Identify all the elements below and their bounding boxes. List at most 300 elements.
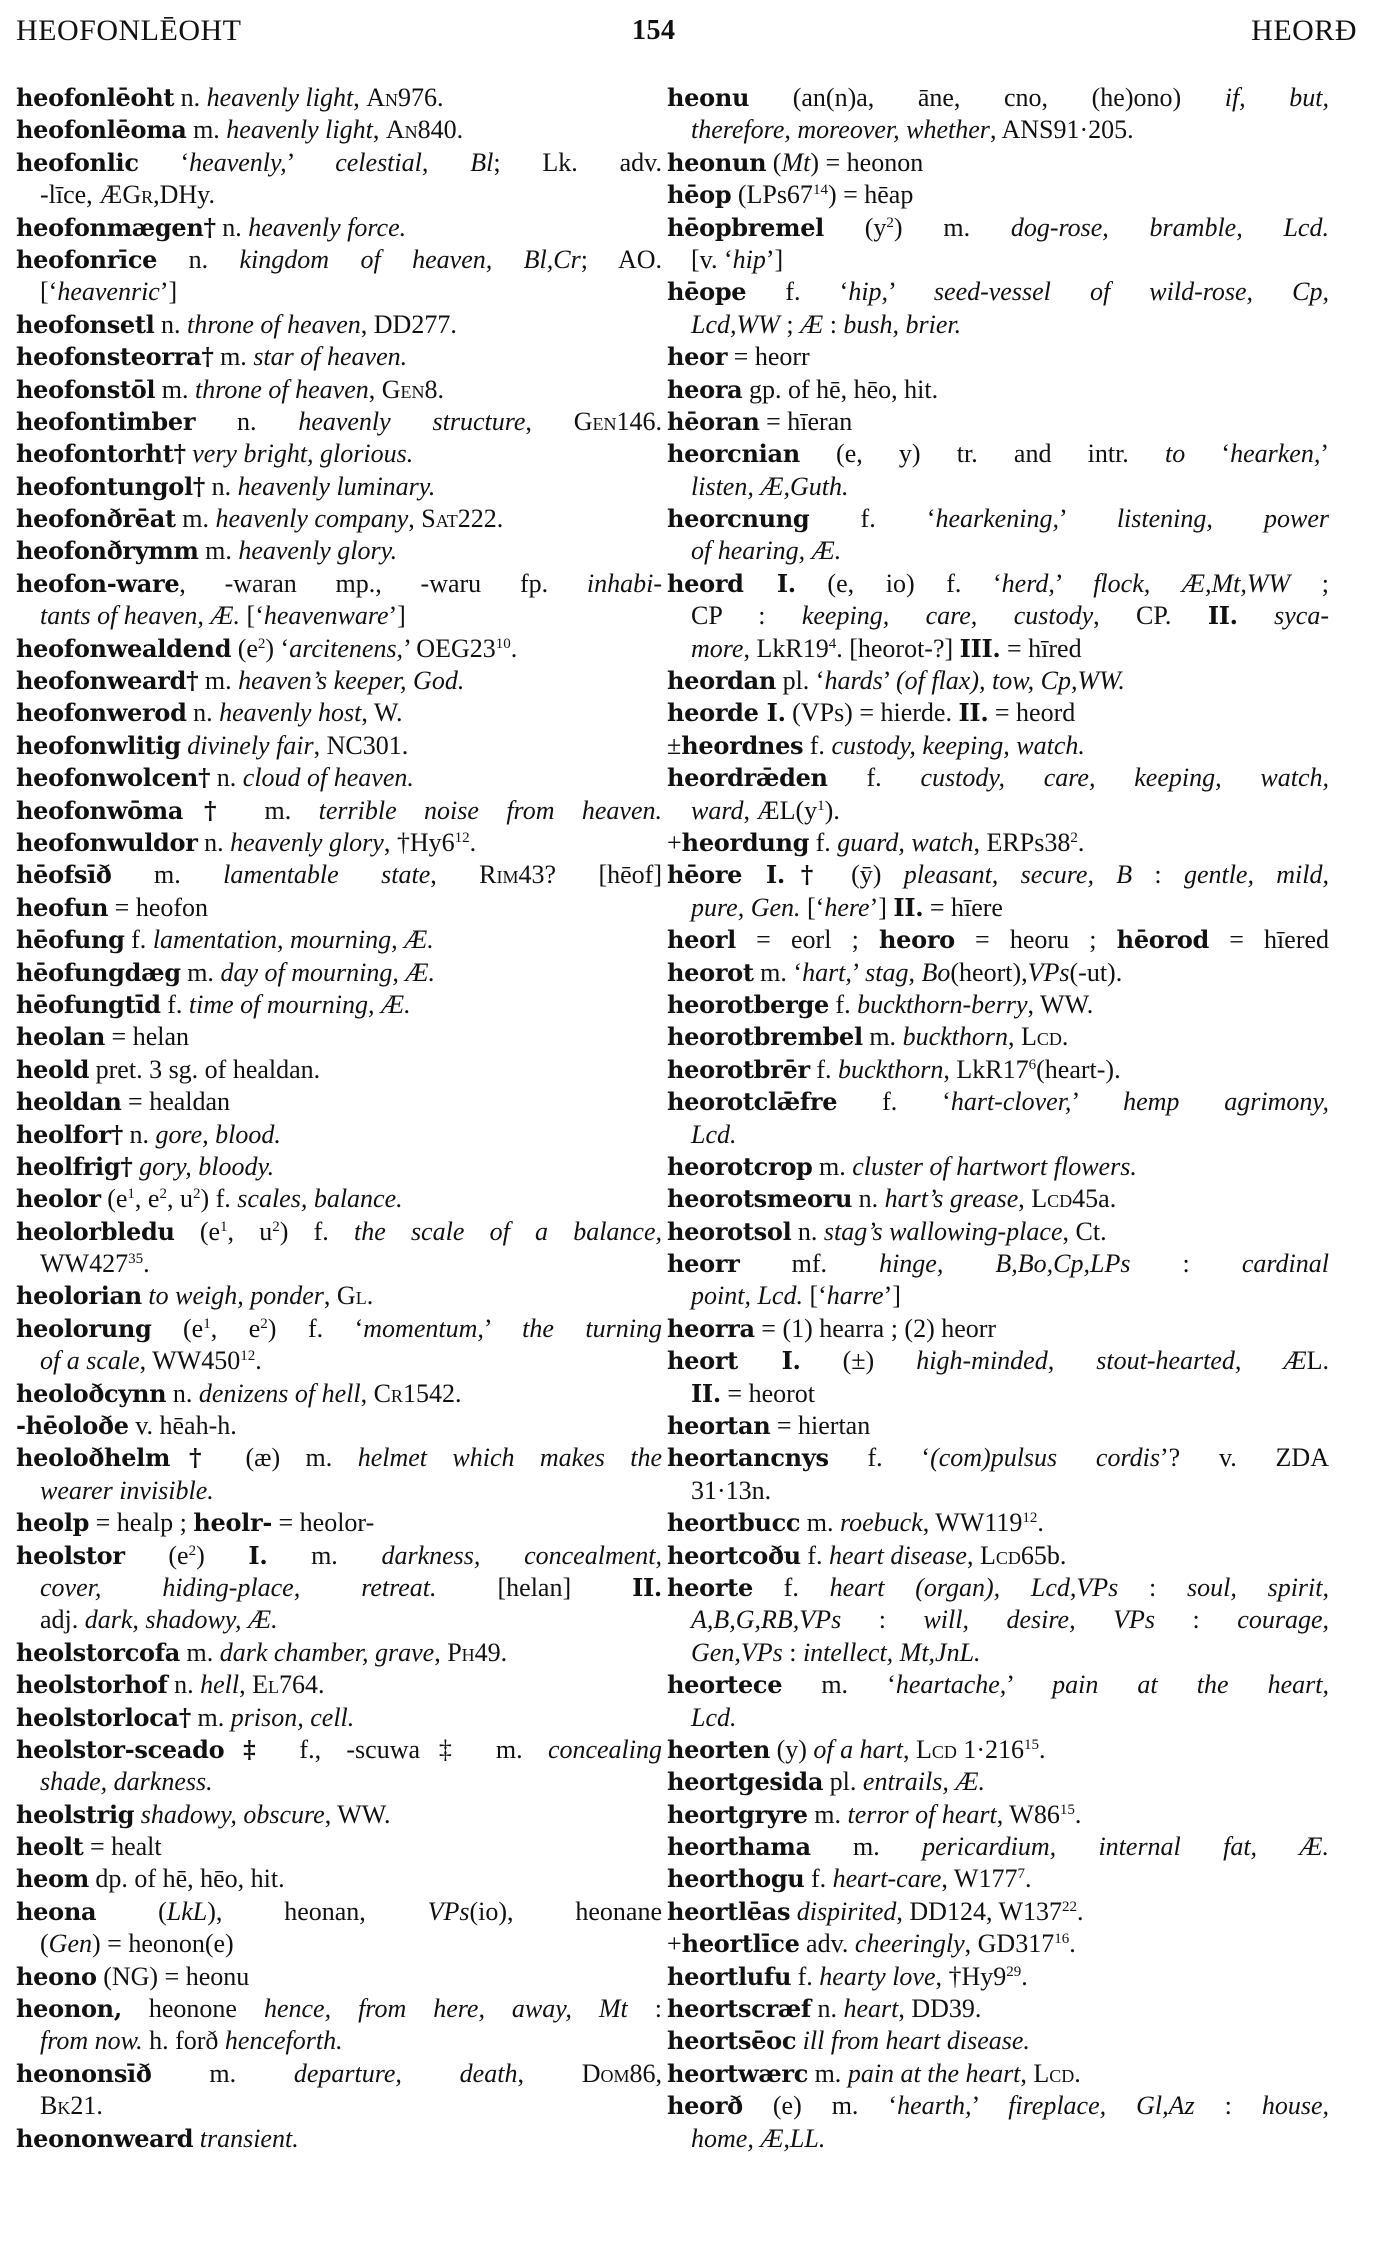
definition-italic: home, Æ,LL. <box>691 2123 826 2153</box>
text: ’ <box>483 1313 523 1343</box>
definition-italic: shadowy, obscure <box>140 1799 325 1829</box>
text: : <box>1155 1605 1238 1635</box>
text: m. <box>237 795 319 825</box>
headword: heora <box>667 374 743 404</box>
headword: heofonlic <box>16 147 139 177</box>
definition-italic: buckthorn <box>837 1054 944 1084</box>
headword: heortsēoc <box>667 2026 797 2056</box>
text: 86, <box>629 2058 662 2088</box>
text: , W177 <box>941 1864 1018 1894</box>
headword: heortscræf <box>667 1994 811 2024</box>
definition-italic: lamentable state <box>223 860 431 890</box>
definition-italic: throne of heaven <box>194 374 369 404</box>
text: 49. <box>474 1637 508 1667</box>
definition-italic: henceforth. <box>224 2026 343 2056</box>
definition-italic: herd, <box>1001 568 1055 598</box>
text: = heolor- <box>272 1508 375 1538</box>
text: , <box>966 1540 980 1570</box>
entry-continuation-line <box>667 2123 1329 2155</box>
dictionary-entry-line <box>16 1216 662 1248</box>
definition-italic: heavenly light <box>226 115 373 145</box>
definition-italic: more <box>691 633 744 663</box>
source-abbrev: Gr <box>122 180 154 210</box>
text: = healdan <box>121 1087 231 1117</box>
source-abbrev: El <box>252 1670 279 1700</box>
superscript: 1 <box>220 1218 228 1235</box>
text: , <box>525 406 574 436</box>
definition-italic: pericardium, internal fat, Æ. <box>922 1832 1329 1862</box>
superscript: 15 <box>1024 1736 1040 1753</box>
text: [‘ <box>40 277 58 307</box>
dictionary-entry-line <box>667 1086 1329 1118</box>
headword: heortlufu <box>667 1961 792 1991</box>
headword: heofonðrymm <box>16 536 199 566</box>
text: ’] <box>388 601 406 631</box>
text: [‘ <box>800 892 825 922</box>
text: ) f. <box>200 1184 238 1214</box>
superscript: 12 <box>454 829 470 846</box>
text: : <box>823 309 844 339</box>
dictionary-entry-line <box>16 374 662 406</box>
dictionary-entry-line <box>667 1863 1329 1895</box>
dictionary-entry-line <box>667 1442 1329 1474</box>
definition-italic: syca- <box>1274 601 1329 631</box>
text: n. <box>154 309 187 339</box>
text: , <box>408 504 422 534</box>
dictionary-entry-line <box>667 1993 1329 2025</box>
dictionary-entry-line <box>667 438 1329 470</box>
text: (VPs) = hierde. <box>785 698 959 728</box>
definition-italic: point, Lcd. <box>691 1281 803 1311</box>
text: . <box>366 1281 374 1311</box>
text: n. <box>174 83 207 112</box>
definition-italic: heart disease <box>829 1540 967 1570</box>
superscript: 16 <box>1054 1931 1070 1948</box>
headword: heolt <box>16 1832 84 1862</box>
dictionary-entry-line <box>667 1507 1329 1539</box>
dictionary-entry-line <box>667 82 1329 114</box>
definition-italic: soul, spirit, <box>1187 1572 1329 1602</box>
dictionary-entry-line <box>667 503 1329 535</box>
source-abbrev: Ph <box>447 1637 475 1667</box>
text: : <box>1132 860 1184 890</box>
text: CP : <box>691 601 802 631</box>
headword: heolorian <box>16 1281 142 1311</box>
definition-italic: keeping, care, custody <box>801 601 1094 631</box>
text: 43? [hēof] <box>518 860 662 890</box>
definition-italic: dispirited <box>796 1896 897 1926</box>
definition-italic: pain at the heart <box>847 2058 1021 2088</box>
definition-italic: to weigh, ponder <box>148 1281 324 1311</box>
headword: heorl <box>667 925 736 955</box>
headword: heortancnys <box>667 1443 829 1473</box>
text: 45a. <box>1072 1184 1117 1214</box>
text: . <box>1069 1929 1076 1959</box>
source-abbrev: An <box>385 115 418 145</box>
dictionary-entry-line <box>16 633 662 665</box>
text: ‘ <box>138 147 190 177</box>
dictionary-entry-line <box>16 212 662 244</box>
headword: heofonwealdend <box>16 633 232 663</box>
dictionary-entry-line <box>16 892 662 924</box>
headword: heoloðhelm† <box>16 1443 221 1473</box>
definition-italic: dog-rose, bramble, Lcd. <box>1010 212 1329 242</box>
superscript: 1 <box>817 797 825 814</box>
text: . <box>1061 1022 1069 1052</box>
headword: heononweard <box>16 2123 194 2153</box>
text: : <box>1130 1249 1242 1279</box>
definition-italic: buckthorn-berry <box>857 989 1028 1019</box>
text: (æ) m. <box>220 1443 358 1473</box>
definition-italic: of a scale <box>40 1346 140 1376</box>
text: m. <box>180 1637 220 1667</box>
text: m. <box>186 115 227 145</box>
text: = heoru ; <box>954 925 1117 955</box>
text: ). <box>824 795 840 825</box>
dictionary-entry-line <box>667 212 1329 244</box>
dictionary-entry-line <box>667 179 1329 211</box>
headword: hēoran <box>667 406 760 436</box>
headword: hēofsīð <box>16 860 112 890</box>
headword: III. <box>959 633 1001 663</box>
headword: heorte <box>667 1572 753 1602</box>
headword: heordung <box>681 827 810 857</box>
headword: heoldan <box>16 1087 122 1117</box>
definition-italic: prison, cell. <box>230 1702 355 1732</box>
source-abbrev: Lcd <box>1031 1184 1073 1214</box>
text: f. ‘ <box>809 504 936 534</box>
headword: heonon, <box>16 1994 122 2024</box>
definition-italic: Lcd,WW <box>691 309 780 339</box>
dictionary-entry-line <box>16 1993 662 2025</box>
headword: heofonwolcen† <box>16 763 211 793</box>
headword: heofontimber <box>16 406 196 436</box>
text: : <box>627 1994 662 2024</box>
text: , WW. <box>1027 989 1094 1019</box>
definition-italic: kingdom of heaven, Bl,Cr <box>239 244 581 274</box>
text: adv. <box>799 1929 855 1959</box>
text: f. <box>160 989 189 1019</box>
text: f. ‘ <box>837 1087 951 1117</box>
text: (heart-). <box>1036 1054 1121 1084</box>
definition-italic: heavenric <box>57 277 160 307</box>
text: . <box>1077 1896 1084 1926</box>
headword: II. <box>1207 601 1238 631</box>
headword: heofonðrēat <box>16 504 176 534</box>
superscript: 2 <box>257 635 266 652</box>
headword: heorotbrembel <box>667 1022 863 1052</box>
definition-italic: pleasant, secure, B <box>903 860 1133 890</box>
entry-continuation-line <box>667 600 1329 632</box>
definition-italic: heavenly company <box>215 504 409 534</box>
superscript: 2 <box>192 1186 201 1203</box>
text: m. <box>180 957 221 987</box>
text: f., -scuwa‡ m. <box>274 1734 548 1764</box>
text: ), heonan, <box>207 1896 428 1926</box>
headword: heofontungol† <box>16 471 206 501</box>
definition-italic: hart’s grease <box>884 1184 1019 1214</box>
definition-italic: heaven’s keeper, God. <box>238 666 465 696</box>
definition-italic: scales, balance. <box>237 1184 403 1214</box>
text: , ERPs38 <box>973 827 1071 857</box>
dictionary-entry-line <box>16 82 662 114</box>
column-left <box>16 82 662 2155</box>
headword: heolorung <box>16 1313 152 1343</box>
text: ; AO. <box>580 244 662 274</box>
headword: heorde I. <box>667 698 786 728</box>
text: 31·13n. <box>691 1475 772 1505</box>
dictionary-entry-line <box>16 1313 662 1345</box>
dictionary-entry-line <box>16 1702 662 1734</box>
dictionary-entry-line <box>667 1345 1329 1377</box>
definition-italic: cluster of hartwort flowers. <box>852 1151 1137 1181</box>
headword: hēofungdæg <box>16 957 181 987</box>
definition-italic: stag’s wallowing-place <box>823 1216 1063 1246</box>
headword: heolr- <box>193 1508 272 1538</box>
text: , DD277. <box>360 309 457 339</box>
definition-italic: seed-vessel of wild-rose, Cp, <box>933 277 1329 307</box>
entry-continuation-line <box>667 1604 1329 1636</box>
definition-italic: custody, care, keeping, watch, <box>920 763 1329 793</box>
entry-continuation-line <box>667 795 1329 827</box>
text: f. <box>827 763 921 793</box>
headword: heor <box>667 342 728 372</box>
source-abbrev: Lcd <box>1033 2058 1075 2088</box>
definition-italic: hart-clover, <box>950 1087 1072 1117</box>
text: [v. ‘ <box>691 244 733 274</box>
dictionary-entry-line <box>667 1540 1329 1572</box>
definition-italic: VPs <box>1027 957 1070 987</box>
dictionary-entry-line <box>16 1896 662 1928</box>
text: ) = hēap <box>827 180 914 210</box>
text: adj. <box>40 1605 85 1635</box>
headword: heorten <box>667 1734 771 1764</box>
headword: heolstor <box>16 1540 125 1570</box>
text: , <box>430 860 480 890</box>
text: . <box>1037 1508 1044 1538</box>
definition-italic: the turning <box>522 1313 662 1343</box>
definition-italic: star of heaven. <box>253 342 408 372</box>
superscript: 12 <box>1022 1510 1038 1527</box>
headword: heortlēas <box>667 1896 791 1926</box>
dictionary-entry-line <box>16 341 662 373</box>
text: ’ <box>851 957 866 987</box>
text: f. <box>828 989 858 1019</box>
dictionary-entry-line <box>667 762 1329 794</box>
dictionary-entry-line <box>667 1572 1329 1604</box>
headword: heortece <box>667 1670 783 1700</box>
dictionary-entry-line <box>667 1216 1329 1248</box>
definition-italic: entrails, Æ. <box>862 1767 985 1797</box>
text: ’ OEG23 <box>403 633 496 663</box>
dictionary-entry-line <box>16 795 662 827</box>
dictionary-entry-line <box>667 568 1329 600</box>
text: : <box>1194 2091 1262 2121</box>
dictionary-entry-line <box>16 697 662 729</box>
entry-continuation-line <box>16 276 662 308</box>
headword: heorotbrēr <box>667 1054 810 1084</box>
text: n. <box>852 1184 885 1214</box>
text: ’ <box>1058 504 1117 534</box>
definition-italic: departure, death <box>293 2058 518 2088</box>
definition-italic: inhabi- <box>586 568 662 598</box>
text: m. <box>267 1540 382 1570</box>
text: , e <box>210 1313 261 1343</box>
text: = heorr <box>727 342 810 372</box>
definition-italic: heavenly structure <box>298 406 526 436</box>
definition-italic: pure, Gen. <box>691 892 801 922</box>
headword: heofonwerod <box>16 698 187 728</box>
source-abbrev: Lcd <box>979 1540 1021 1570</box>
text: , -waran mp., -waru fp. <box>179 568 587 598</box>
text: , <box>517 2058 582 2088</box>
text: m. ‘ <box>782 1670 896 1700</box>
text: 222. <box>457 504 504 534</box>
definition-italic: hearkening, <box>935 504 1059 534</box>
text: [helan] <box>436 1572 633 1602</box>
text: m. <box>155 374 195 404</box>
entry-continuation-line <box>667 1475 1329 1507</box>
headword: heolp <box>16 1508 90 1538</box>
text: pret. 3 sg. of healdan. <box>89 1054 321 1084</box>
text: f. <box>752 1572 830 1602</box>
text: . <box>1077 827 1085 857</box>
superscript: 4 <box>828 635 837 652</box>
definition-italic: A,B,G,RB,VPs <box>691 1605 842 1635</box>
definition-italic: hemp agrimony, <box>1123 1087 1329 1117</box>
text: (e, y) tr. and intr. <box>799 439 1165 469</box>
dictionary-entry-line <box>16 114 662 146</box>
dictionary-entry-line <box>16 827 662 859</box>
superscript: 35 <box>128 1251 144 1268</box>
superscript: 14 <box>812 182 828 199</box>
dictionary-entry-line <box>16 1507 662 1539</box>
headword: heofonmægen† <box>16 212 216 242</box>
dictionary-entry-line <box>667 406 1329 438</box>
text: , <box>323 1281 337 1311</box>
definition-italic: Lcd. <box>691 1702 737 1732</box>
text: ’ <box>971 2091 1009 2121</box>
text: (NG) = heonu <box>96 1961 250 1991</box>
headword: heolstorhof <box>16 1670 168 1700</box>
text: = heord <box>988 698 1076 728</box>
text: , †Hy9 <box>935 1961 1007 1991</box>
definition-italic: hart, <box>802 957 852 987</box>
text: f. <box>124 925 153 955</box>
text: f. <box>800 1540 830 1570</box>
headword: heofon-ware <box>16 568 180 598</box>
definition-italic: gory, bloody. <box>139 1151 275 1181</box>
text: ; <box>779 309 801 339</box>
definition-italic: hell <box>200 1670 240 1700</box>
text: ) = heonon <box>810 147 924 177</box>
headword: heolorbledu <box>16 1216 175 1246</box>
headword: heordnes <box>681 730 804 760</box>
definition-italic: Æ <box>800 309 824 339</box>
headword: heolor <box>16 1184 101 1214</box>
entry-continuation-line <box>667 471 1329 503</box>
definition-italic: custody, keeping, watch. <box>831 730 1085 760</box>
text: pl. <box>823 1767 863 1797</box>
text: m. <box>198 666 239 696</box>
entry-continuation-line <box>667 309 1329 341</box>
headword: hēorod <box>1116 925 1210 955</box>
text: , <box>360 1378 374 1408</box>
text: (an(n)a, āne, cno, (he)ono) <box>749 83 1225 112</box>
text: m. <box>175 504 216 534</box>
text: (e <box>124 1540 189 1570</box>
text: = heorot <box>720 1378 816 1408</box>
text: , <box>372 115 386 145</box>
dictionary-entry-line <box>667 276 1329 308</box>
dictionary-entry-line <box>16 406 662 438</box>
dictionary-entry-line <box>667 1021 1329 1053</box>
text: . <box>1024 1864 1032 1894</box>
definition-italic: courage, <box>1237 1605 1329 1635</box>
text: 146. <box>616 406 662 436</box>
definition-italic: to <box>1165 439 1186 469</box>
headword: heorcnian <box>667 439 800 469</box>
text: , ÆL(y <box>743 795 818 825</box>
source-abbrev: Cr <box>373 1378 403 1408</box>
definition-italic: roebuck <box>839 1508 923 1538</box>
text: n. <box>167 1670 201 1700</box>
text: ( <box>96 1896 167 1926</box>
headword: heofonsetl <box>16 309 155 339</box>
text: = helan <box>105 1022 190 1052</box>
headword: heorotclǣfre <box>667 1087 838 1117</box>
text: , †Hy6 <box>383 827 455 857</box>
text: (-ut). <box>1069 957 1123 987</box>
headword: heorr <box>667 1249 740 1279</box>
superscript: 1 <box>127 1186 135 1203</box>
headword: heolstorcofa <box>16 1637 180 1667</box>
text: m. <box>808 2058 848 2088</box>
dictionary-entry-line <box>16 2123 662 2155</box>
dictionary-entry-line <box>16 1151 662 1183</box>
definition-italic: hearken, <box>1230 439 1321 469</box>
dictionary-entry-line <box>667 1896 1329 1928</box>
text: (±) <box>800 1346 917 1376</box>
definition-italic: celestial, Bl <box>335 147 494 177</box>
definition-italic: cover, hiding-place, retreat. <box>40 1572 437 1602</box>
entry-continuation-line <box>16 179 662 211</box>
definition-italic: will, desire, VPs <box>923 1605 1155 1635</box>
dictionary-entry-line <box>16 1734 662 1766</box>
headword: heofonweard† <box>16 666 199 696</box>
headword: heorð <box>667 2091 743 2121</box>
dictionary-entry-line <box>16 1540 662 1572</box>
superscript: 2 <box>188 1542 197 1559</box>
superscript: 22 <box>1062 1898 1078 1915</box>
dictionary-entry-line <box>16 1054 662 1086</box>
text: , ANS91·205. <box>989 115 1134 145</box>
entry-continuation-line <box>16 600 662 632</box>
source-abbrev: An <box>366 83 398 112</box>
entry-continuation-line <box>667 244 1329 276</box>
definition-italic: stag, Bo <box>865 957 951 987</box>
text: 21. <box>70 2091 103 2121</box>
dictionary-entry-line <box>16 957 662 989</box>
text: ‘ <box>1185 439 1231 469</box>
dictionary-entry-line <box>667 924 1329 956</box>
entry-continuation-line <box>667 1637 1329 1669</box>
text: , GD317 <box>964 1929 1055 1959</box>
dictionary-entry-line <box>16 147 662 179</box>
headword: heord I. <box>667 568 796 598</box>
headword: heonun <box>667 147 767 177</box>
definition-italic: pain at the heart, <box>1052 1670 1329 1700</box>
